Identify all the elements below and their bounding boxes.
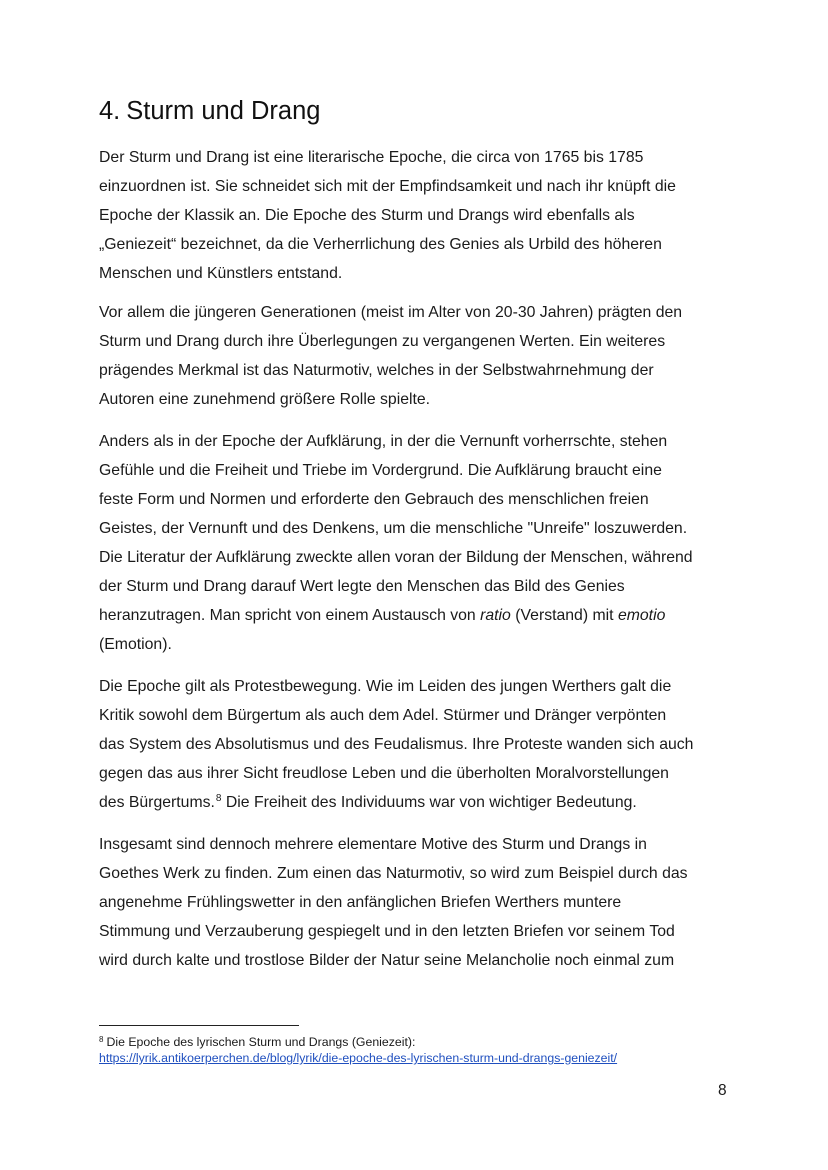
text-line: Menschen und Künstlers entstand. xyxy=(99,265,343,282)
text-line: Vor allem die jüngeren Generationen (meist im Alter von 20-30 Jahren) prägten den xyxy=(99,304,683,321)
footnote-mark: 8 xyxy=(99,1035,104,1044)
text-line: Der Sturm und Drang ist eine literarische Epoche, die circa von 1765 bis 1785 xyxy=(99,149,644,166)
text-line: (Emotion). xyxy=(99,636,172,653)
text-line: Insgesamt sind dennoch mehrere elementare Motive des Sturm und Drangs in xyxy=(99,836,647,853)
text-run: (Verstand) mit xyxy=(510,607,618,624)
text-line: Autoren eine zunehmend größere Rolle spielte. xyxy=(99,391,431,408)
text-line: prägendes Merkmal ist das Naturmotiv, welches in der Selbstwahrnehmung der xyxy=(99,362,654,379)
footnote-reference[interactable]: 8 xyxy=(215,793,222,804)
text-line: „Geniezeit“ bezeichnet, da die Verherrlichung des Genies als Urbild des höheren xyxy=(99,236,662,253)
text-line: Geistes, der Vernunft und des Denkens, um die menschliche "Unreife" loszuwerden. xyxy=(99,520,688,537)
text-line: Stimmung und Verzauberung gespiegelt und in den letzten Briefen vor seinem Tod xyxy=(99,923,675,940)
text-line: der Sturm und Drang darauf Wert legte den Menschen das Bild des Genies xyxy=(99,578,625,595)
text-line: Sturm und Drang durch ihre Überlegungen zu vergangenen Werten. Ein weiteres xyxy=(99,333,666,350)
text-line: Die Epoche gilt als Protestbewegung. Wie im Leiden des jungen Werthers galt die xyxy=(99,678,672,695)
text-line: gegen das aus ihrer Sicht freudlose Leben und die überholten Moralvorstellungen xyxy=(99,765,669,782)
text-line: das System des Absolutismus und des Feudalismus. Ihre Proteste wanden sich auch xyxy=(99,736,694,753)
text-line xyxy=(99,788,693,817)
text-line: feste Form und Normen und erforderte den Gebrauch des menschlichen freien xyxy=(99,491,649,508)
text-line xyxy=(99,601,693,630)
latin-term-ratio: ratio xyxy=(480,607,511,624)
text-line: Goethes Werk zu finden. Zum einen das Naturmotiv, so wird zum Beispiel durch das xyxy=(99,865,688,882)
latin-term-emotio: emotio xyxy=(617,607,666,624)
text-run: heranzutragen. Man spricht von einem Austausch von xyxy=(99,607,481,624)
section-heading xyxy=(99,97,320,126)
text-line: Gefühle und die Freiheit und Triebe im Vordergrund. Die Aufklärung braucht eine xyxy=(99,462,662,479)
footnote-link-line xyxy=(99,1050,617,1066)
footnote-text: Die Epoche des lyrischen Sturm und Drangs (Geniezeit): xyxy=(106,1035,416,1049)
footnote-separator xyxy=(99,1025,299,1026)
paragraph-1 xyxy=(99,143,676,288)
text-run: Die Freiheit des Individuums war von wichtiger Bedeutung. xyxy=(221,794,637,811)
text-line: Anders als in der Epoche der Aufklärung, in der die Vernunft vorherrschte, stehen xyxy=(99,433,668,450)
text-line: Epoche der Klassik an. Die Epoche des Sturm und Drangs wird ebenfalls als xyxy=(99,207,635,224)
page-number: 8 xyxy=(718,1082,727,1099)
paragraph-3 xyxy=(99,427,693,659)
paragraph-2 xyxy=(99,298,682,414)
text-line: einzuordnen ist. Sie schneidet sich mit der Empfindsamkeit und nach ihr knüpft die xyxy=(99,178,676,195)
text-run: des Bürgertums. xyxy=(99,794,215,811)
section-number: 4. xyxy=(99,97,121,125)
section-title: Sturm und Drang xyxy=(126,97,321,125)
paragraph-4 xyxy=(99,672,693,817)
text-line: wird durch kalte und trostlose Bilder der Natur seine Melancholie noch einmal zum xyxy=(99,952,675,969)
paragraph-5 xyxy=(99,830,688,975)
text-line: angenehme Frühlingswetter in den anfänglichen Briefen Werthers muntere xyxy=(99,894,622,911)
footnote-link[interactable]: https://lyrik.antikoerperchen.de/blog/lyrik/die-epoche-des-lyrischen-sturm-und-drangs-geniezeit/ xyxy=(99,1051,618,1065)
text-line: Kritik sowohl dem Bürgertum als auch dem Adel. Stürmer und Dränger verpönten xyxy=(99,707,667,724)
footnote-text-line xyxy=(99,1034,617,1050)
footnote xyxy=(99,1034,617,1066)
text-line: Die Literatur der Aufklärung zweckte allen voran der Bildung der Menschen, während xyxy=(99,549,693,566)
